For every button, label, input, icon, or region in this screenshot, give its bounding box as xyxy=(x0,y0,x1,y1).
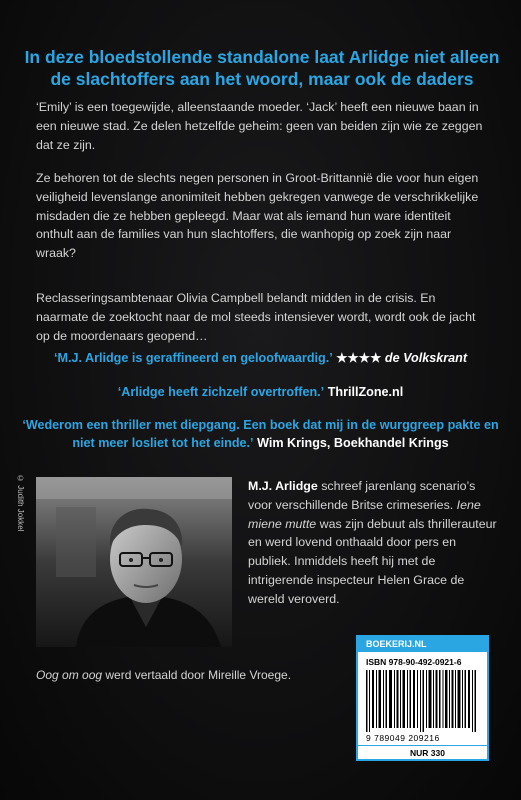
author-portrait-illustration xyxy=(36,477,232,647)
translation-credit xyxy=(36,667,336,683)
barcode-bars xyxy=(366,670,479,732)
review-quote-3 xyxy=(20,416,501,452)
quote-text: ‘Wederom een thriller met diepgang. Een boek dat mij in de wurggreep pakte en niet meer losliet tot het einde.’ xyxy=(22,418,499,450)
quote-source: Wim Krings, Boekhandel Krings xyxy=(257,436,449,450)
author-photo xyxy=(36,477,232,647)
barcode-digits: 9 789049 209216 xyxy=(366,733,440,743)
blurb-paragraph-1: ‘Emily’ is een toegewijde, alleenstaande moeder. ‘Jack’ heeft een nieuwe baan in een nieuwe stad. Ze delen hetzelfde geheim: geen van beiden zijn wie ze zeggen dat ze zijn. xyxy=(36,100,483,152)
headline: In deze bloedstollende standalone laat Arlidge niet alleen de slachtoffers aan het woord, maar ook de daders xyxy=(24,47,500,89)
blurb-paragraph-3: Reclasseringsambtenaar Olivia Campbell belandt midden in de crisis. En naarmate de zoektocht naar de mol steeds intensiever wordt, wordt ook de jacht op de moordenaars geopend… xyxy=(36,291,476,343)
barcode-icon xyxy=(366,670,479,737)
book-title: Oog om oog xyxy=(36,668,103,682)
debut-title: Iene miene mutte xyxy=(248,497,481,531)
author-name: M.J. Arlidge xyxy=(248,479,318,493)
publisher-url: BOEKERIJ.NL xyxy=(358,637,487,652)
blurb-paragraph-2: Ze behoren tot de slechts negen personen in Groot-Brittannië die voor hun eigen veiligheid levenslange anonimiteit hebben gekregen vanwege de verschrikkelijke misdaden die ze hebben gepleegd. Maar wat als iemand hun ware identiteit onthult aan de families van hun slachtoffers, die wanhopig op zoek zijn naar wraak? xyxy=(36,171,479,261)
review-quote-1 xyxy=(20,349,501,367)
quote-text: ‘Arlidge heeft zichzelf overtroffen.’ xyxy=(117,385,325,399)
rating-stars: ★★★★ xyxy=(336,351,382,365)
nur-code: NUR 330 xyxy=(358,745,487,759)
quote-source: ThrillZone.nl xyxy=(327,385,404,399)
bio-text-1: schreef jarenlang scenario’s voor verschillende Britse crimeseries. xyxy=(248,479,476,512)
review-quote-2 xyxy=(20,383,501,401)
author-bio xyxy=(248,477,498,609)
bio-text-2: was zijn debuut als thrillerauteur en werd lovend onthaald door pers en publiek. Inmiddels heeft hij met de intrigerende inspecteur Helen Grace de wereld veroverd. xyxy=(248,516,497,606)
isbn-number: ISBN 978-90-492-0921-6 xyxy=(366,657,462,667)
isbn-barcode-box xyxy=(356,635,489,761)
quote-source: de Volkskrant xyxy=(384,351,468,365)
quote-text: ‘M.J. Arlidge is geraffineerd en geloofwaardig.’ xyxy=(53,351,333,365)
translator-text: werd vertaald door Mireille Vroege. xyxy=(102,668,292,682)
photo-credit: © Judith Jokkel xyxy=(16,474,25,532)
